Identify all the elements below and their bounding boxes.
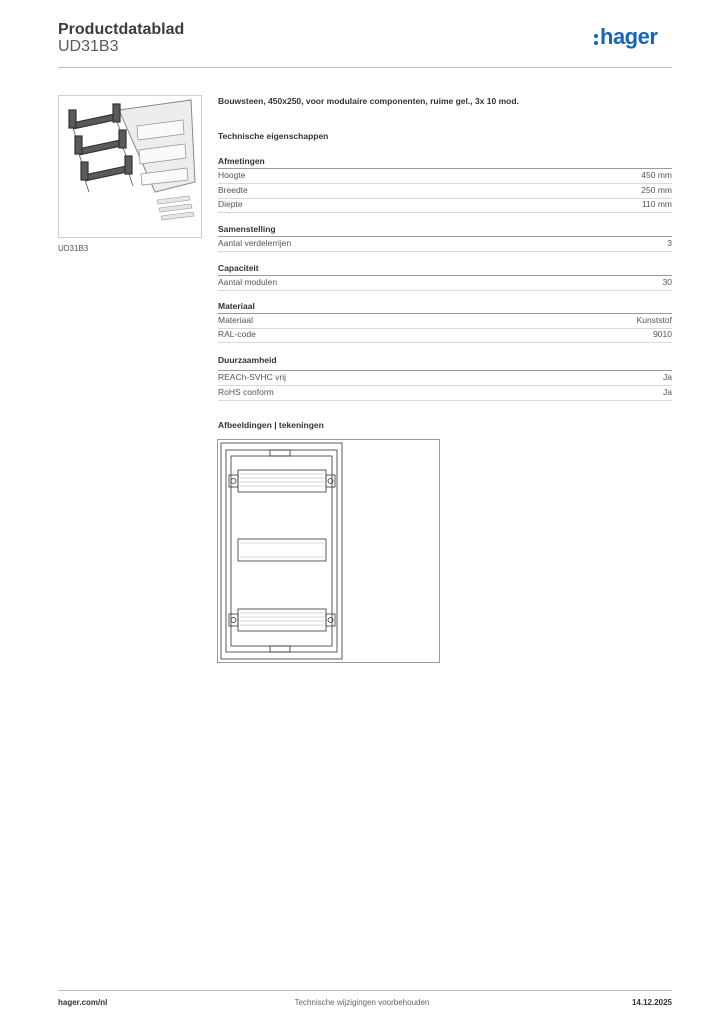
drawings-heading: Afbeeldingen | tekeningen [218,420,324,430]
section-title-capaciteit: Capaciteit [218,263,259,273]
section-title-duurzaamheid: Duurzaamheid [218,355,277,365]
section-title-afmetingen: Afmetingen [218,156,265,166]
section-title-materiaal: Materiaal [218,301,255,311]
spec-key: Materiaal [218,315,253,325]
spec-key: REACh-SVHC vrij [218,372,287,382]
spec-row [218,386,672,401]
footer-divider [58,990,672,991]
spec-value: 9010 [653,329,672,339]
spec-row [218,371,672,386]
logo-text: hager [600,24,658,49]
product-description: Bouwsteen, 450x250, voor modulaire componenten, ruime gel., 3x 10 mod. [218,96,519,106]
footer-disclaimer: Technische wijzigingen voorbehouden [294,998,430,1007]
spec-value: 250 mm [641,185,672,195]
spec-key: Aantal verdelerrijen [218,238,292,248]
spec-row [218,198,672,213]
section-title-samenstelling: Samenstelling [218,224,276,234]
spec-value: 110 mm [641,199,672,209]
spec-key: RoHS conform [218,387,274,397]
product-photo-illustration [59,96,201,237]
spec-row [218,314,672,329]
logo-dot [594,34,598,38]
spec-row [218,276,672,291]
spec-value: 30 [662,277,672,287]
spec-row [218,328,672,343]
spec-value: Kunststof [636,315,672,325]
logo-dot [594,41,598,45]
footer-date: 14.12.2025 [631,998,672,1007]
spec-key: Aantal modulen [218,277,278,287]
footer-website-link[interactable]: hager.com/nl [58,998,108,1007]
spec-row [218,169,672,184]
technical-drawing [217,439,440,663]
spec-value: Ja [663,387,672,397]
product-code: UD31B3 [58,38,119,55]
spec-row [218,184,672,199]
photo-caption: UD31B3 [58,244,89,253]
technical-properties-heading: Technische eigenschappen [218,131,329,141]
technical-drawing-illustration [218,440,439,662]
hager-logo [594,24,674,54]
spec-key: Diepte [218,199,243,209]
product-photo [58,95,202,238]
header-divider [58,67,672,68]
spec-key: Hoogte [218,170,246,180]
spec-value: Ja [663,372,672,382]
document-title: Productdatablad [58,21,185,38]
spec-key: RAL-code [218,329,256,339]
spec-key: Breedte [218,185,248,195]
spec-value: 450 mm [641,170,672,180]
spec-row [218,237,672,252]
spec-value: 3 [667,238,672,248]
